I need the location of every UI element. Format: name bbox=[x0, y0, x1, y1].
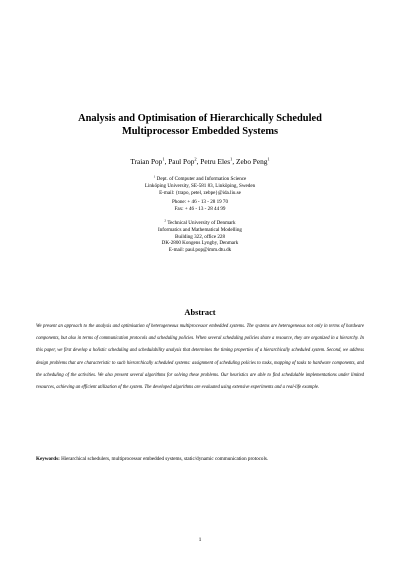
affiliation-email: E-mail: {trapo, petel, zebpe}@ida.liu.se bbox=[159, 189, 241, 196]
affiliation-marker: 1 bbox=[153, 174, 156, 179]
affiliation-block-1 bbox=[100, 176, 300, 213]
affiliation-building: Building 322, office 228 bbox=[175, 233, 225, 240]
author-name: Paul Pop bbox=[168, 157, 195, 166]
author-affiliation-marker: 1 bbox=[162, 156, 165, 162]
author-affiliation-marker: 1 bbox=[267, 156, 270, 162]
affiliation-university: Technical University of Denmark bbox=[167, 220, 236, 226]
author-name: Zebo Peng bbox=[235, 157, 268, 166]
title-line-2: Multiprocessor Embedded Systems bbox=[121, 126, 279, 137]
affiliation-fax: Fax: + 46 - 13 - 28 44 99 bbox=[174, 206, 226, 213]
affiliation-block-2 bbox=[100, 220, 300, 254]
abstract-text: We present an approach to the analysis and optimisation of heterogeneous multiprocessor embedded systems. The systems are heterogeneous not only in terms of hardware components, but also in terms of communication protocols and scheduling policies. When several scheduling policies share a resource, they are organized in a hierarchy. In this paper, we first develop a holistic scheduling and schedulability analysis that determines the timing properties of a hierarchically scheduled system. Second, we address design problems that are characteristic to such hierarchically scheduled systems: assignment of scheduling policies to tasks, mapping of tasks to hardware components, and the scheduling of the activities. We also present several algorithms for solving these problems. Our heuristics are able to find schedulable implementations under limited resources, achieving an efficient utilization of the system. The developed algorithms are evaluated using extensive experiments and a real-life example. bbox=[36, 324, 364, 391]
title-line-1: Analysis and Optimisation of Hierarchically Scheduled bbox=[78, 113, 322, 124]
author-name: Traian Pop bbox=[130, 157, 163, 166]
affiliation-marker: 2 bbox=[164, 218, 167, 223]
affiliation-department: Dept. of Computer and Information Science bbox=[156, 176, 247, 182]
affiliation-phone: Phone: + 46 - 13 - 28 19 70 bbox=[171, 199, 229, 206]
keywords-label: Keywords: bbox=[36, 456, 60, 462]
author-affiliation-marker: 2 bbox=[194, 156, 197, 162]
author-name: Petru Eles bbox=[200, 157, 231, 166]
affiliation-email: E-mail: paul.pop@imm.dtu.dk bbox=[168, 247, 232, 254]
affiliation-university: Linköping University, SE-581 83, Linköping, Sweden bbox=[144, 182, 256, 189]
page-number: 1 bbox=[198, 537, 202, 543]
keywords-text: Hierarchical schedulers, multiprocessor embedded systems, static/dynamic communication protocols. bbox=[61, 456, 269, 462]
affiliation-city: DK-2800 Kongens Lyngby, Denmark bbox=[161, 240, 239, 247]
abstract-heading: Abstract bbox=[184, 308, 216, 317]
paper-title bbox=[20, 112, 380, 138]
author-affiliation-marker: 1 bbox=[230, 156, 233, 162]
affiliation-department: Informatics and Mathematical Modelling bbox=[158, 226, 242, 233]
author-list: Traian Pop$^1$, Paul Pop$^2$, Petru Eles$^1$, Zebo Peng$^1$ bbox=[130, 156, 270, 166]
keywords-line bbox=[36, 456, 366, 463]
